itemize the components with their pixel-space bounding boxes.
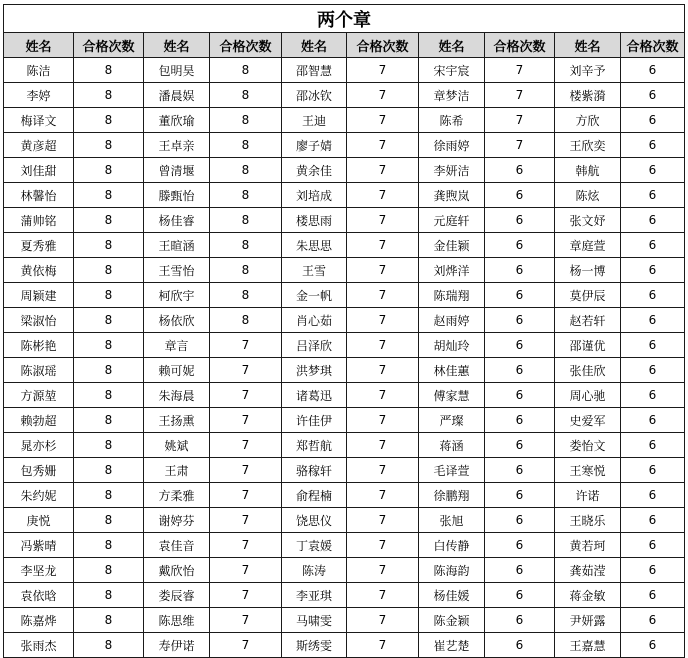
name-cell[interactable]: 娄辰睿 [144, 583, 210, 608]
name-cell[interactable]: 史爱军 [555, 408, 621, 433]
count-cell[interactable]: 8 [210, 283, 282, 308]
name-cell[interactable]: 崔艺楚 [419, 633, 485, 658]
count-cell[interactable]: 8 [74, 583, 144, 608]
count-cell[interactable]: 7 [347, 608, 419, 633]
count-cell[interactable]: 6 [621, 383, 685, 408]
count-cell[interactable]: 7 [347, 383, 419, 408]
name-cell[interactable]: 赵雨婷 [419, 308, 485, 333]
count-cell[interactable]: 6 [621, 208, 685, 233]
name-cell[interactable]: 袁佳音 [144, 533, 210, 558]
count-cell[interactable]: 7 [347, 508, 419, 533]
count-cell[interactable]: 8 [74, 533, 144, 558]
table-row [4, 458, 685, 483]
name-cell[interactable]: 陈炫 [555, 183, 621, 208]
name-cell[interactable]: 黄余佳 [282, 158, 347, 183]
name-cell[interactable]: 陈嘉烨 [4, 608, 74, 633]
name-cell[interactable]: 李亚琪 [282, 583, 347, 608]
count-cell[interactable]: 6 [621, 633, 685, 658]
table-row [4, 583, 685, 608]
name-cell[interactable]: 刘烨洋 [419, 258, 485, 283]
name-cell[interactable]: 赖勃超 [4, 408, 74, 433]
name-cell[interactable]: 王暄涵 [144, 233, 210, 258]
name-cell[interactable]: 王雪怡 [144, 258, 210, 283]
name-cell[interactable]: 包明昊 [144, 58, 210, 83]
count-cell[interactable]: 7 [347, 308, 419, 333]
count-cell[interactable]: 6 [485, 283, 555, 308]
name-cell[interactable]: 金一帆 [282, 283, 347, 308]
name-cell[interactable]: 王嘉慧 [555, 633, 621, 658]
name-cell[interactable]: 陈瑞翔 [419, 283, 485, 308]
name-cell[interactable]: 宋宇宸 [419, 58, 485, 83]
name-cell[interactable]: 徐雨婷 [419, 133, 485, 158]
name-cell[interactable]: 杨一博 [555, 258, 621, 283]
name-cell[interactable]: 严璨 [419, 408, 485, 433]
count-cell[interactable]: 7 [210, 458, 282, 483]
count-cell[interactable]: 6 [621, 508, 685, 533]
name-cell[interactable]: 白传静 [419, 533, 485, 558]
count-cell[interactable]: 8 [210, 233, 282, 258]
count-cell[interactable]: 6 [621, 583, 685, 608]
count-cell[interactable]: 7 [210, 383, 282, 408]
count-cell[interactable]: 8 [210, 108, 282, 133]
count-cell[interactable]: 8 [210, 208, 282, 233]
table-row [4, 383, 685, 408]
count-cell[interactable]: 6 [485, 183, 555, 208]
count-cell[interactable]: 6 [485, 333, 555, 358]
count-cell[interactable]: 6 [621, 83, 685, 108]
name-cell[interactable]: 梅译文 [4, 108, 74, 133]
name-cell[interactable]: 莫伊辰 [555, 283, 621, 308]
name-cell[interactable]: 滕甄怡 [144, 183, 210, 208]
name-cell[interactable]: 王雪 [282, 258, 347, 283]
count-cell[interactable]: 7 [210, 608, 282, 633]
name-cell[interactable]: 杨佳睿 [144, 208, 210, 233]
table-title[interactable]: 两个章 [4, 5, 685, 33]
name-cell[interactable]: 洪梦琪 [282, 358, 347, 383]
column-header-count[interactable]: 合格次数 [210, 33, 282, 58]
count-cell[interactable]: 8 [74, 258, 144, 283]
count-cell[interactable]: 6 [621, 608, 685, 633]
table-row [4, 483, 685, 508]
count-cell[interactable]: 6 [621, 558, 685, 583]
name-cell[interactable]: 楼思雨 [282, 208, 347, 233]
name-cell[interactable]: 胡灿玲 [419, 333, 485, 358]
count-cell[interactable]: 8 [210, 83, 282, 108]
column-header-name[interactable]: 姓名 [282, 33, 347, 58]
count-cell[interactable]: 8 [210, 308, 282, 333]
name-cell[interactable]: 林馨怡 [4, 183, 74, 208]
name-cell[interactable]: 邵冰钦 [282, 83, 347, 108]
table-row [4, 258, 685, 283]
count-cell[interactable]: 6 [485, 533, 555, 558]
name-cell[interactable]: 王欣奕 [555, 133, 621, 158]
count-cell[interactable]: 6 [485, 433, 555, 458]
count-cell[interactable]: 6 [485, 233, 555, 258]
name-cell[interactable]: 许诺 [555, 483, 621, 508]
spreadsheet [3, 4, 685, 658]
name-cell[interactable]: 陈希 [419, 108, 485, 133]
count-cell[interactable]: 7 [347, 483, 419, 508]
column-header-name[interactable]: 姓名 [419, 33, 485, 58]
name-cell[interactable]: 陈淑瑶 [4, 358, 74, 383]
name-cell[interactable]: 王晓乐 [555, 508, 621, 533]
count-cell[interactable]: 7 [347, 158, 419, 183]
name-cell[interactable]: 陈金颖 [419, 608, 485, 633]
name-cell[interactable]: 刘辛予 [555, 58, 621, 83]
column-header-count[interactable]: 合格次数 [347, 33, 419, 58]
name-cell[interactable]: 潘晨娱 [144, 83, 210, 108]
count-cell[interactable]: 8 [74, 558, 144, 583]
count-cell[interactable]: 8 [210, 183, 282, 208]
count-cell[interactable]: 6 [621, 183, 685, 208]
name-cell[interactable]: 朱海晨 [144, 383, 210, 408]
name-cell[interactable]: 王寒悦 [555, 458, 621, 483]
count-cell[interactable]: 6 [621, 458, 685, 483]
column-header-name[interactable]: 姓名 [555, 33, 621, 58]
count-cell[interactable]: 6 [485, 608, 555, 633]
name-cell[interactable]: 李坚龙 [4, 558, 74, 583]
name-cell[interactable]: 斯绣雯 [282, 633, 347, 658]
count-cell[interactable]: 8 [210, 258, 282, 283]
name-cell[interactable]: 王卓亲 [144, 133, 210, 158]
count-cell[interactable]: 8 [74, 433, 144, 458]
count-cell[interactable]: 7 [347, 83, 419, 108]
count-cell[interactable]: 6 [485, 258, 555, 283]
count-cell[interactable]: 8 [74, 183, 144, 208]
name-cell[interactable]: 尹妍露 [555, 608, 621, 633]
count-cell[interactable]: 7 [347, 233, 419, 258]
count-cell[interactable]: 7 [210, 558, 282, 583]
table-row [4, 333, 685, 358]
name-cell[interactable]: 杨依欣 [144, 308, 210, 333]
name-cell[interactable]: 周心驰 [555, 383, 621, 408]
count-cell[interactable]: 7 [210, 633, 282, 658]
count-cell[interactable]: 7 [210, 533, 282, 558]
name-cell[interactable]: 龚茹滢 [555, 558, 621, 583]
count-cell[interactable]: 6 [485, 633, 555, 658]
name-cell[interactable]: 邵谨优 [555, 333, 621, 358]
name-cell[interactable]: 张旭 [419, 508, 485, 533]
name-cell[interactable]: 楼紫漪 [555, 83, 621, 108]
count-cell[interactable]: 8 [210, 133, 282, 158]
column-header-name[interactable]: 姓名 [144, 33, 210, 58]
name-cell[interactable]: 俞程楠 [282, 483, 347, 508]
table-row [4, 233, 685, 258]
count-cell[interactable]: 7 [347, 133, 419, 158]
count-cell[interactable]: 8 [74, 208, 144, 233]
name-cell[interactable]: 毛译萱 [419, 458, 485, 483]
qualification-table [3, 4, 685, 658]
count-cell[interactable]: 6 [621, 58, 685, 83]
header-row [4, 33, 685, 58]
count-cell[interactable]: 8 [74, 233, 144, 258]
count-cell[interactable]: 7 [485, 58, 555, 83]
table-row [4, 133, 685, 158]
name-cell[interactable]: 方源堃 [4, 383, 74, 408]
name-cell[interactable]: 娄怡文 [555, 433, 621, 458]
count-cell[interactable]: 7 [485, 133, 555, 158]
name-cell[interactable]: 梁淑怡 [4, 308, 74, 333]
count-cell[interactable]: 8 [74, 358, 144, 383]
name-cell[interactable]: 丁袁媛 [282, 533, 347, 558]
count-cell[interactable]: 7 [347, 283, 419, 308]
name-cell[interactable]: 金佳颖 [419, 233, 485, 258]
count-cell[interactable]: 7 [347, 258, 419, 283]
name-cell[interactable]: 赖可妮 [144, 358, 210, 383]
count-cell[interactable]: 8 [74, 483, 144, 508]
name-cell[interactable]: 蒋涵 [419, 433, 485, 458]
count-cell[interactable]: 6 [485, 208, 555, 233]
name-cell[interactable]: 徐鹏翔 [419, 483, 485, 508]
count-cell[interactable]: 6 [485, 158, 555, 183]
count-cell[interactable]: 8 [74, 308, 144, 333]
table-row [4, 558, 685, 583]
name-cell[interactable]: 朱思思 [282, 233, 347, 258]
count-cell[interactable]: 6 [621, 308, 685, 333]
count-cell[interactable]: 7 [210, 358, 282, 383]
table-row [4, 208, 685, 233]
count-cell[interactable]: 8 [210, 158, 282, 183]
name-cell[interactable]: 陈彬艳 [4, 333, 74, 358]
count-cell[interactable]: 6 [621, 233, 685, 258]
name-cell[interactable]: 韩航 [555, 158, 621, 183]
count-cell[interactable]: 7 [347, 208, 419, 233]
table-row [4, 183, 685, 208]
count-cell[interactable]: 6 [621, 258, 685, 283]
name-cell[interactable]: 陈涛 [282, 558, 347, 583]
count-cell[interactable]: 7 [210, 333, 282, 358]
name-cell[interactable]: 方柔雅 [144, 483, 210, 508]
table-row [4, 308, 685, 333]
count-cell[interactable]: 6 [485, 483, 555, 508]
count-cell[interactable]: 8 [74, 408, 144, 433]
name-cell[interactable]: 黄若珂 [555, 533, 621, 558]
name-cell[interactable]: 林佳蕙 [419, 358, 485, 383]
count-cell[interactable]: 8 [74, 158, 144, 183]
name-cell[interactable]: 骆稼轩 [282, 458, 347, 483]
name-cell[interactable]: 马啸雯 [282, 608, 347, 633]
count-cell[interactable]: 8 [74, 633, 144, 658]
name-cell[interactable]: 赵若轩 [555, 308, 621, 333]
count-cell[interactable]: 6 [485, 308, 555, 333]
count-cell[interactable]: 7 [347, 58, 419, 83]
name-cell[interactable]: 诸葛迅 [282, 383, 347, 408]
table-row [4, 83, 685, 108]
name-cell[interactable]: 张雨杰 [4, 633, 74, 658]
column-header-count[interactable]: 合格次数 [621, 33, 685, 58]
count-cell[interactable]: 6 [485, 508, 555, 533]
count-cell[interactable]: 7 [210, 433, 282, 458]
count-cell[interactable]: 8 [210, 58, 282, 83]
name-cell[interactable]: 张佳欣 [555, 358, 621, 383]
name-cell[interactable]: 李妍洁 [419, 158, 485, 183]
count-cell[interactable]: 6 [621, 483, 685, 508]
name-cell[interactable]: 寿伊诺 [144, 633, 210, 658]
name-cell[interactable]: 王扬熏 [144, 408, 210, 433]
count-cell[interactable]: 6 [621, 333, 685, 358]
name-cell[interactable]: 夏秀雅 [4, 233, 74, 258]
name-cell[interactable]: 吕泽欣 [282, 333, 347, 358]
count-cell[interactable]: 8 [74, 108, 144, 133]
count-cell[interactable]: 8 [74, 608, 144, 633]
count-cell[interactable]: 8 [74, 458, 144, 483]
table-row [4, 633, 685, 658]
name-cell[interactable]: 黄彦超 [4, 133, 74, 158]
name-cell[interactable]: 晁亦杉 [4, 433, 74, 458]
name-cell[interactable]: 章言 [144, 333, 210, 358]
count-cell[interactable]: 7 [210, 508, 282, 533]
table-row [4, 508, 685, 533]
name-cell[interactable]: 谢婷芬 [144, 508, 210, 533]
column-header-count[interactable]: 合格次数 [485, 33, 555, 58]
name-cell[interactable]: 周颖建 [4, 283, 74, 308]
name-cell[interactable]: 方欣 [555, 108, 621, 133]
count-cell[interactable]: 7 [210, 408, 282, 433]
name-cell[interactable]: 许佳伊 [282, 408, 347, 433]
count-cell[interactable]: 8 [74, 133, 144, 158]
name-cell[interactable]: 傅家慧 [419, 383, 485, 408]
name-cell[interactable]: 杨佳媛 [419, 583, 485, 608]
name-cell[interactable]: 冯紫晴 [4, 533, 74, 558]
count-cell[interactable]: 6 [621, 108, 685, 133]
name-cell[interactable]: 廖子婧 [282, 133, 347, 158]
table-row [4, 358, 685, 383]
name-cell[interactable]: 肖心茹 [282, 308, 347, 333]
count-cell[interactable]: 6 [621, 133, 685, 158]
name-cell[interactable]: 包秀姗 [4, 458, 74, 483]
count-cell[interactable]: 7 [347, 333, 419, 358]
count-cell[interactable]: 7 [347, 408, 419, 433]
name-cell[interactable]: 姚斌 [144, 433, 210, 458]
name-cell[interactable]: 柯欣宇 [144, 283, 210, 308]
name-cell[interactable]: 曾清堰 [144, 158, 210, 183]
count-cell[interactable]: 8 [74, 383, 144, 408]
count-cell[interactable]: 7 [485, 83, 555, 108]
name-cell[interactable]: 刘佳甜 [4, 158, 74, 183]
count-cell[interactable]: 6 [621, 533, 685, 558]
count-cell[interactable]: 7 [485, 108, 555, 133]
table-body [4, 58, 685, 658]
name-cell[interactable]: 饶思仪 [282, 508, 347, 533]
name-cell[interactable]: 张文妤 [555, 208, 621, 233]
name-cell[interactable]: 董欣瑜 [144, 108, 210, 133]
name-cell[interactable]: 刘培成 [282, 183, 347, 208]
count-cell[interactable]: 6 [621, 358, 685, 383]
table-row [4, 283, 685, 308]
name-cell[interactable]: 元庭轩 [419, 208, 485, 233]
count-cell[interactable]: 7 [347, 433, 419, 458]
count-cell[interactable]: 6 [621, 283, 685, 308]
name-cell[interactable]: 王迪 [282, 108, 347, 133]
count-cell[interactable]: 6 [621, 408, 685, 433]
count-cell[interactable]: 6 [485, 558, 555, 583]
count-cell[interactable]: 7 [347, 108, 419, 133]
count-cell[interactable]: 6 [621, 433, 685, 458]
name-cell[interactable]: 邵智慧 [282, 58, 347, 83]
table-row [4, 608, 685, 633]
table-row [4, 408, 685, 433]
count-cell[interactable]: 7 [210, 483, 282, 508]
count-cell[interactable]: 8 [74, 58, 144, 83]
name-cell[interactable]: 黄依梅 [4, 258, 74, 283]
name-cell[interactable]: 龚煦岚 [419, 183, 485, 208]
count-cell[interactable]: 7 [210, 583, 282, 608]
name-cell[interactable]: 李婷 [4, 83, 74, 108]
count-cell[interactable]: 6 [485, 458, 555, 483]
count-cell[interactable]: 6 [621, 158, 685, 183]
count-cell[interactable]: 7 [347, 358, 419, 383]
name-cell[interactable]: 庚悦 [4, 508, 74, 533]
count-cell[interactable]: 8 [74, 508, 144, 533]
name-cell[interactable]: 袁依晗 [4, 583, 74, 608]
name-cell[interactable]: 戴欣怡 [144, 558, 210, 583]
name-cell[interactable]: 王肃 [144, 458, 210, 483]
count-cell[interactable]: 6 [485, 383, 555, 408]
count-cell[interactable]: 6 [485, 358, 555, 383]
count-cell[interactable]: 8 [74, 83, 144, 108]
column-header-count[interactable]: 合格次数 [74, 33, 144, 58]
name-cell[interactable]: 章庭萱 [555, 233, 621, 258]
count-cell[interactable]: 7 [347, 583, 419, 608]
count-cell[interactable]: 7 [347, 183, 419, 208]
name-cell[interactable]: 陈洁 [4, 58, 74, 83]
column-header-name[interactable]: 姓名 [4, 33, 74, 58]
count-cell[interactable]: 7 [347, 458, 419, 483]
name-cell[interactable]: 陈思维 [144, 608, 210, 633]
name-cell[interactable]: 陈海韵 [419, 558, 485, 583]
count-cell[interactable]: 7 [347, 633, 419, 658]
name-cell[interactable]: 章梦洁 [419, 83, 485, 108]
table-row [4, 58, 685, 83]
table-row [4, 433, 685, 458]
name-cell[interactable]: 郑哲航 [282, 433, 347, 458]
count-cell[interactable]: 7 [347, 558, 419, 583]
name-cell[interactable]: 蒲帅铭 [4, 208, 74, 233]
count-cell[interactable]: 6 [485, 583, 555, 608]
count-cell[interactable]: 8 [74, 333, 144, 358]
name-cell[interactable]: 蒋金敏 [555, 583, 621, 608]
count-cell[interactable]: 6 [485, 408, 555, 433]
count-cell[interactable]: 7 [347, 533, 419, 558]
table-row [4, 533, 685, 558]
table-row [4, 108, 685, 133]
count-cell[interactable]: 8 [74, 283, 144, 308]
table-row [4, 158, 685, 183]
name-cell[interactable]: 朱约妮 [4, 483, 74, 508]
